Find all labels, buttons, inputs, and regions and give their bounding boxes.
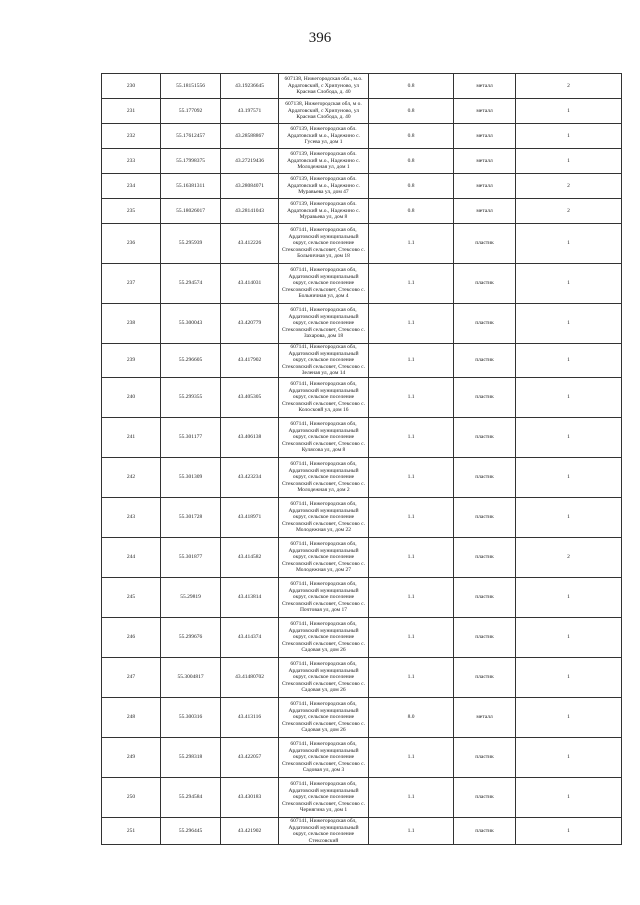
container-count-cell: 1 (516, 697, 622, 737)
latitude-cell: 55.296445 (161, 817, 221, 844)
container-count-cell: 1 (516, 99, 622, 124)
container-count-cell: 1 (516, 304, 622, 344)
volume-cell: 1.1 (369, 817, 454, 844)
table-row (102, 777, 622, 817)
volume-cell: 1.1 (369, 657, 454, 697)
material-cell: металл (454, 74, 516, 99)
latitude-cell: 55.301177 (161, 417, 221, 457)
address-cell: 607141, Нижегородская обл, Ардатовский муниципальный округ, сельское поселение Стексовский сельсовет, Стексово с. Кулясова ул, дом 8 (279, 417, 369, 457)
table-row (102, 224, 622, 264)
address-cell: 607141, Нижегородская обл, Ардатовский муниципальный округ, сельское поселение Стексовский сельсовет, Стексово с. Колосковй ул, дом 16 (279, 377, 369, 417)
latitude-cell: 55.29819 (161, 577, 221, 617)
table-row (102, 617, 622, 657)
volume-cell: 1.1 (369, 344, 454, 378)
row-number-cell: 230 (102, 74, 161, 99)
volume-cell: 1.1 (369, 417, 454, 457)
volume-cell: 0.8 (369, 174, 454, 199)
address-cell: 607141, Нижегородская обл, Ардатовский муниципальный округ, сельское поселение Стексовский сельсовет, Стексово с. Чернягина ул, дом 1 (279, 777, 369, 817)
address-cell: 607138, Нижегородская обл., м.о. Ардатовский, с Хрипуново, ул Красная Слобода, д. 40 (279, 74, 369, 99)
table-row (102, 657, 622, 697)
row-number-cell: 237 (102, 264, 161, 304)
container-count-cell: 1 (516, 777, 622, 817)
material-cell: пластик (454, 777, 516, 817)
material-cell: пластик (454, 577, 516, 617)
row-number-cell: 235 (102, 199, 161, 224)
material-cell: пластик (454, 537, 516, 577)
volume-cell: 1.1 (369, 577, 454, 617)
longitude-cell: 43.423234 (221, 457, 279, 497)
longitude-cell: 43.417902 (221, 344, 279, 378)
material-cell: металл (454, 99, 516, 124)
address-cell: 607141, Нижегородская обл, Ардатовский муниципальный округ, сельское поселение Стексовский сельсовет, Стексово с. Почтовая ул, дом 17 (279, 577, 369, 617)
address-cell: 607141, Нижегородская обл, Ардатовский муниципальный округ, сельское поселение Стексовский сельсовет, Стексово с. Садовая ул, дом 26 (279, 657, 369, 697)
row-number-cell: 240 (102, 377, 161, 417)
volume-cell: 8.0 (369, 697, 454, 737)
table-row (102, 99, 622, 124)
table-row (102, 74, 622, 99)
latitude-cell: 55.18026017 (161, 199, 221, 224)
container-count-cell: 1 (516, 817, 622, 844)
address-cell: 607141, Нижегородская обл, Ардатовский муниципальный округ, сельское поселение Стексовский сельсовет, Стексово с. Садовая ул, дом 26 (279, 697, 369, 737)
latitude-cell: 55.299676 (161, 617, 221, 657)
material-cell: металл (454, 697, 516, 737)
latitude-cell: 55.294574 (161, 264, 221, 304)
row-number-cell: 233 (102, 149, 161, 174)
longitude-cell: 43.41480702 (221, 657, 279, 697)
container-count-cell: 1 (516, 224, 622, 264)
container-count-cell: 1 (516, 264, 622, 304)
row-number-cell: 241 (102, 417, 161, 457)
table-row (102, 264, 622, 304)
volume-cell: 0.8 (369, 99, 454, 124)
table-row (102, 304, 622, 344)
material-cell: пластик (454, 304, 516, 344)
container-count-cell: 1 (516, 149, 622, 174)
volume-cell: 1.1 (369, 497, 454, 537)
container-count-cell: 2 (516, 174, 622, 199)
longitude-cell: 43.422057 (221, 737, 279, 777)
material-cell: пластик (454, 264, 516, 304)
table-row (102, 537, 622, 577)
row-number-cell: 244 (102, 537, 161, 577)
container-count-cell: 1 (516, 417, 622, 457)
longitude-cell: 43.412226 (221, 224, 279, 264)
address-cell: 607138, Нижегородская обл, м о. Ардатовский, с Хрипуново, ул Красная Слобода, д. 40 (279, 99, 369, 124)
longitude-cell: 43.421902 (221, 817, 279, 844)
container-count-cell: 1 (516, 344, 622, 378)
row-number-cell: 242 (102, 457, 161, 497)
table-row (102, 199, 622, 224)
address-cell: 607141, Нижегородская обл, Ардатовский муниципальный округ, сельское поселение Стексовский сельсовет, Стексово с. Молодежная ул, дом 22 (279, 497, 369, 537)
latitude-cell: 55.301728 (161, 497, 221, 537)
longitude-cell: 43.28141043 (221, 199, 279, 224)
table-row (102, 417, 622, 457)
container-count-cell: 1 (516, 377, 622, 417)
container-count-cell: 1 (516, 657, 622, 697)
address-cell: 607141, Нижегородская обл, Ардатовский муниципальный округ, сельское поселение Стексовский сельсовет, Стексово с. Садовая ул, дом 26 (279, 617, 369, 657)
latitude-cell: 55.177092 (161, 99, 221, 124)
row-number-cell: 231 (102, 99, 161, 124)
material-cell: пластик (454, 737, 516, 777)
address-cell: 607141, Нижегородская обл, Ардатовский муниципальный округ, сельское поселение Стексовский сельсовет, Стексово с. Молодежная ул, дом 27 (279, 537, 369, 577)
material-cell: пластик (454, 657, 516, 697)
row-number-cell: 249 (102, 737, 161, 777)
address-cell: 607141, Нижегородская обл, Ардатовский муниципальный округ, сельское поселение Стексовский сельсовет, Стексово с. Молодежная ул, дом 2 (279, 457, 369, 497)
latitude-cell: 55.295939 (161, 224, 221, 264)
latitude-cell: 55.298318 (161, 737, 221, 777)
container-count-cell: 1 (516, 457, 622, 497)
material-cell: пластик (454, 344, 516, 378)
longitude-cell: 43.27219436 (221, 149, 279, 174)
latitude-cell: 55.300043 (161, 304, 221, 344)
address-cell: 607141, Нижегородская обл, Ардатовский муниципальный округ, сельское поселение Стексовский сельсовет, Стексово с. Больничная ул, дом 4 (279, 264, 369, 304)
latitude-cell: 55.17612457 (161, 124, 221, 149)
longitude-cell: 43.28588867 (221, 124, 279, 149)
longitude-cell: 43.414582 (221, 537, 279, 577)
latitude-cell: 55.300316 (161, 697, 221, 737)
row-number-cell: 232 (102, 124, 161, 149)
material-cell: пластик (454, 417, 516, 457)
row-number-cell: 251 (102, 817, 161, 844)
volume-cell: 1.1 (369, 304, 454, 344)
row-number-cell: 245 (102, 577, 161, 617)
latitude-cell: 55.18151556 (161, 74, 221, 99)
table-row (102, 697, 622, 737)
longitude-cell: 43.19236645 (221, 74, 279, 99)
longitude-cell: 43.28084071 (221, 174, 279, 199)
table-row (102, 457, 622, 497)
table-row (102, 174, 622, 199)
page-number: 396 (308, 30, 332, 46)
longitude-cell: 43.414374 (221, 617, 279, 657)
volume-cell: 1.1 (369, 777, 454, 817)
latitude-cell: 55.301309 (161, 457, 221, 497)
container-count-cell: 2 (516, 74, 622, 99)
container-site-table (101, 73, 622, 845)
volume-cell: 1.1 (369, 377, 454, 417)
volume-cell: 0.8 (369, 149, 454, 174)
address-cell: 607139, Нижегородская обл. Ардатовский м.о., Надежино с. Муравьева ул, дом 47 (279, 174, 369, 199)
table-row (102, 577, 622, 617)
volume-cell: 0.8 (369, 74, 454, 99)
longitude-cell: 43.430183 (221, 777, 279, 817)
row-number-cell: 246 (102, 617, 161, 657)
volume-cell: 0.8 (369, 199, 454, 224)
address-cell: 607139, Нижегородская обл. Ардатовский м.о., Надежино с. Муравьева ул, дом 8 (279, 199, 369, 224)
volume-cell: 1.1 (369, 617, 454, 657)
material-cell: металл (454, 174, 516, 199)
volume-cell: 1.1 (369, 537, 454, 577)
table-row (102, 344, 622, 378)
container-count-cell: 2 (516, 199, 622, 224)
material-cell: пластик (454, 377, 516, 417)
material-cell: металл (454, 124, 516, 149)
volume-cell: 1.1 (369, 224, 454, 264)
row-number-cell: 243 (102, 497, 161, 537)
latitude-cell: 55.16381311 (161, 174, 221, 199)
address-cell: 607141, Нижегородская обл, Ардатовский муниципальный округ, сельское поселение Стексовский сельсовет, Стексово с. Захарова, дом 18 (279, 304, 369, 344)
row-number-cell: 239 (102, 344, 161, 378)
longitude-cell: 43.413814 (221, 577, 279, 617)
volume-cell: 1.1 (369, 737, 454, 777)
container-count-cell: 1 (516, 577, 622, 617)
table-row (102, 737, 622, 777)
material-cell: пластик (454, 617, 516, 657)
row-number-cell: 248 (102, 697, 161, 737)
address-cell: 607139, Нижегородская обл. Ардатовский м.о., Надежино с. Молодежная ул, дом 1 (279, 149, 369, 174)
longitude-cell: 43.413116 (221, 697, 279, 737)
address-cell: 607141, Нижегородская обл, Ардатовский муниципальный округ, сельское поселение Стексовский сельсовет, Стексово с. Садовая ул, дом 3 (279, 737, 369, 777)
table-row (102, 817, 622, 844)
table-row (102, 124, 622, 149)
table-body (102, 74, 622, 845)
table-row (102, 149, 622, 174)
table-row (102, 377, 622, 417)
volume-cell: 1.1 (369, 264, 454, 304)
longitude-cell: 43.406138 (221, 417, 279, 457)
longitude-cell: 43.418971 (221, 497, 279, 537)
latitude-cell: 55.296605 (161, 344, 221, 378)
material-cell: пластик (454, 497, 516, 537)
address-cell: 607139, Нижегородская обл. Ардатовский м.о., Надежино с. Гусева ул, дом 1 (279, 124, 369, 149)
address-cell: 607141, Нижегородская обл, Ардатовский муниципальный округ, сельское поселение Стексовский сельсовет, Стексово с. Зеленая ул, дом 14 (279, 344, 369, 378)
container-count-cell: 1 (516, 497, 622, 537)
container-count-cell: 1 (516, 124, 622, 149)
material-cell: пластик (454, 224, 516, 264)
latitude-cell: 55.294584 (161, 777, 221, 817)
row-number-cell: 234 (102, 174, 161, 199)
longitude-cell: 43.414031 (221, 264, 279, 304)
longitude-cell: 43.197571 (221, 99, 279, 124)
longitude-cell: 43.405305 (221, 377, 279, 417)
address-cell: 607141, Нижегородская обл, Ардатовский муниципальный округ, сельское поселение Стексовский сельсовет, Стексово с. Больничная ул, дом 18 (279, 224, 369, 264)
material-cell: металл (454, 199, 516, 224)
latitude-cell: 55.17998375 (161, 149, 221, 174)
longitude-cell: 43.420779 (221, 304, 279, 344)
container-count-cell: 2 (516, 537, 622, 577)
container-count-cell: 1 (516, 617, 622, 657)
latitude-cell: 55.3004817 (161, 657, 221, 697)
material-cell: пластик (454, 817, 516, 844)
row-number-cell: 238 (102, 304, 161, 344)
container-count-cell: 1 (516, 737, 622, 777)
row-number-cell: 236 (102, 224, 161, 264)
table-row (102, 497, 622, 537)
volume-cell: 0.8 (369, 124, 454, 149)
latitude-cell: 55.299355 (161, 377, 221, 417)
address-cell: 607141, Нижегородская обл, Ардатовский муниципальный округ, сельское поселение Стексовский (279, 817, 369, 844)
row-number-cell: 247 (102, 657, 161, 697)
row-number-cell: 250 (102, 777, 161, 817)
latitude-cell: 55.301877 (161, 537, 221, 577)
material-cell: металл (454, 149, 516, 174)
material-cell: пластик (454, 457, 516, 497)
volume-cell: 1.1 (369, 457, 454, 497)
